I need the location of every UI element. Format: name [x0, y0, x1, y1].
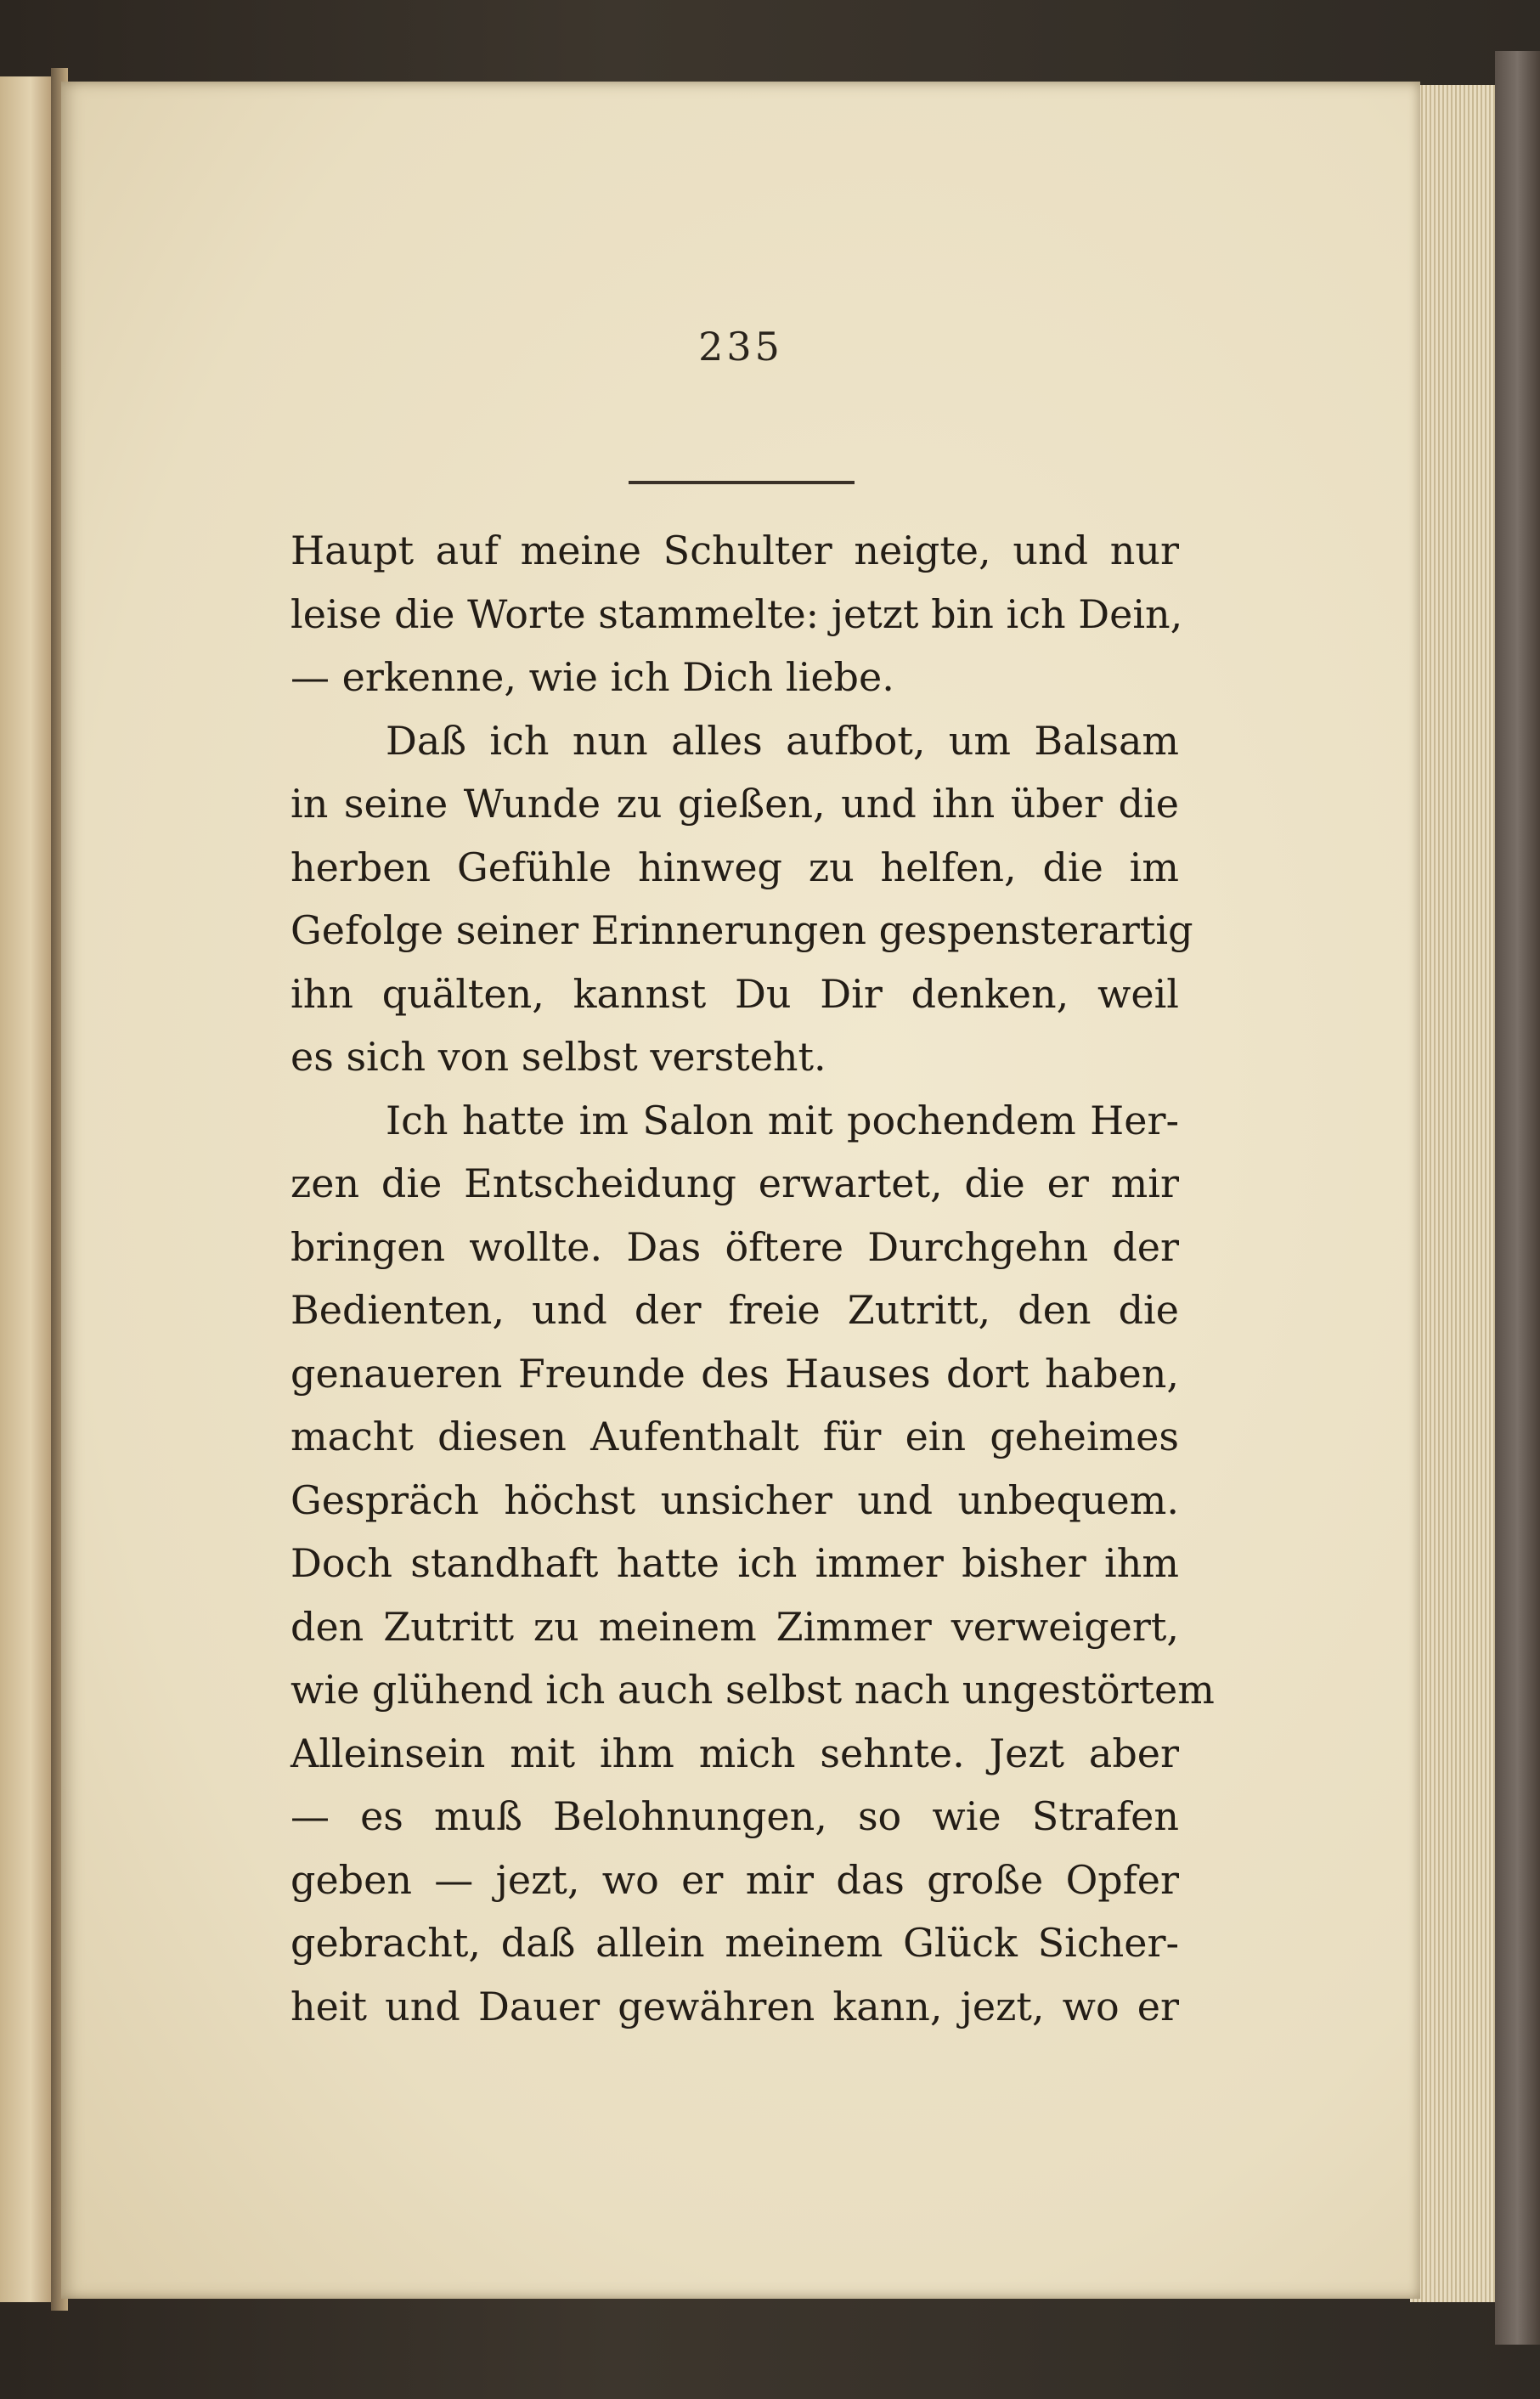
- text-line: Haupt auf meine Schulter neigte, und nur: [291, 528, 1179, 573]
- text-line: macht diesen Aufenthalt für ein geheimes: [291, 1414, 1179, 1459]
- text-line: leise die Worte stammelte: jetzt bin ich Dein,: [291, 590, 1183, 637]
- text-line: genaueren Freunde des Hauses dort haben,: [291, 1350, 1179, 1397]
- book-page: [61, 82, 1420, 2299]
- book-cover-edge: [1495, 51, 1540, 2345]
- text-line: bringen wollte. Das öftere Durchgehn der: [291, 1223, 1179, 1270]
- text-line: — es muß Belohnungen, so wie Strafen: [291, 1793, 1179, 1839]
- text-line: Alleinsein mit ihm mich sehnte. Jezt aber: [291, 1730, 1179, 1776]
- text-line: heit und Dauer gewähren kann, jezt, wo er: [291, 1983, 1179, 2029]
- header-rule: [629, 481, 855, 484]
- page-edges: [1410, 85, 1498, 2302]
- body-text: [291, 519, 1215, 2038]
- page-number: 235: [698, 324, 783, 370]
- text-line: in seine Wunde zu gießen, und ihn über die: [291, 781, 1179, 827]
- text-line: — erkenne, wie ich Dich liebe.: [291, 654, 894, 700]
- left-page-edge: [0, 76, 54, 2302]
- text-line: gebracht, daß allein meinem Glück Sicher-: [291, 1920, 1179, 1966]
- text-line: zen die Entscheidung erwartet, die er mir: [291, 1160, 1179, 1206]
- text-line: den Zutritt zu meinem Zimmer verweigert,: [291, 1603, 1179, 1650]
- text-line: Gefolge seiner Erinnerungen gespensterartig: [291, 907, 1193, 953]
- text-line: ihn quälten, kannst Du Dir denken, weil: [291, 970, 1179, 1017]
- text-line: Gespräch höchst unsicher und unbequem.: [291, 1476, 1179, 1523]
- text-line: es sich von selbst versteht.: [291, 1034, 826, 1080]
- text-line: Doch standhaft hatte ich immer bisher ihm: [291, 1540, 1179, 1586]
- text-line: Daß ich nun alles aufbot, um Balsam: [386, 717, 1179, 764]
- text-line: herben Gefühle hinweg zu helfen, die im: [291, 844, 1179, 890]
- text-line: Ich hatte im Salon mit pochendem Her-: [386, 1097, 1179, 1143]
- text-line: Bedienten, und der freie Zutritt, den die: [291, 1287, 1179, 1333]
- text-line: geben — jezt, wo er mir das große Opfer: [291, 1856, 1179, 1903]
- text-line: wie glühend ich auch selbst nach ungestörtem: [291, 1667, 1215, 1713]
